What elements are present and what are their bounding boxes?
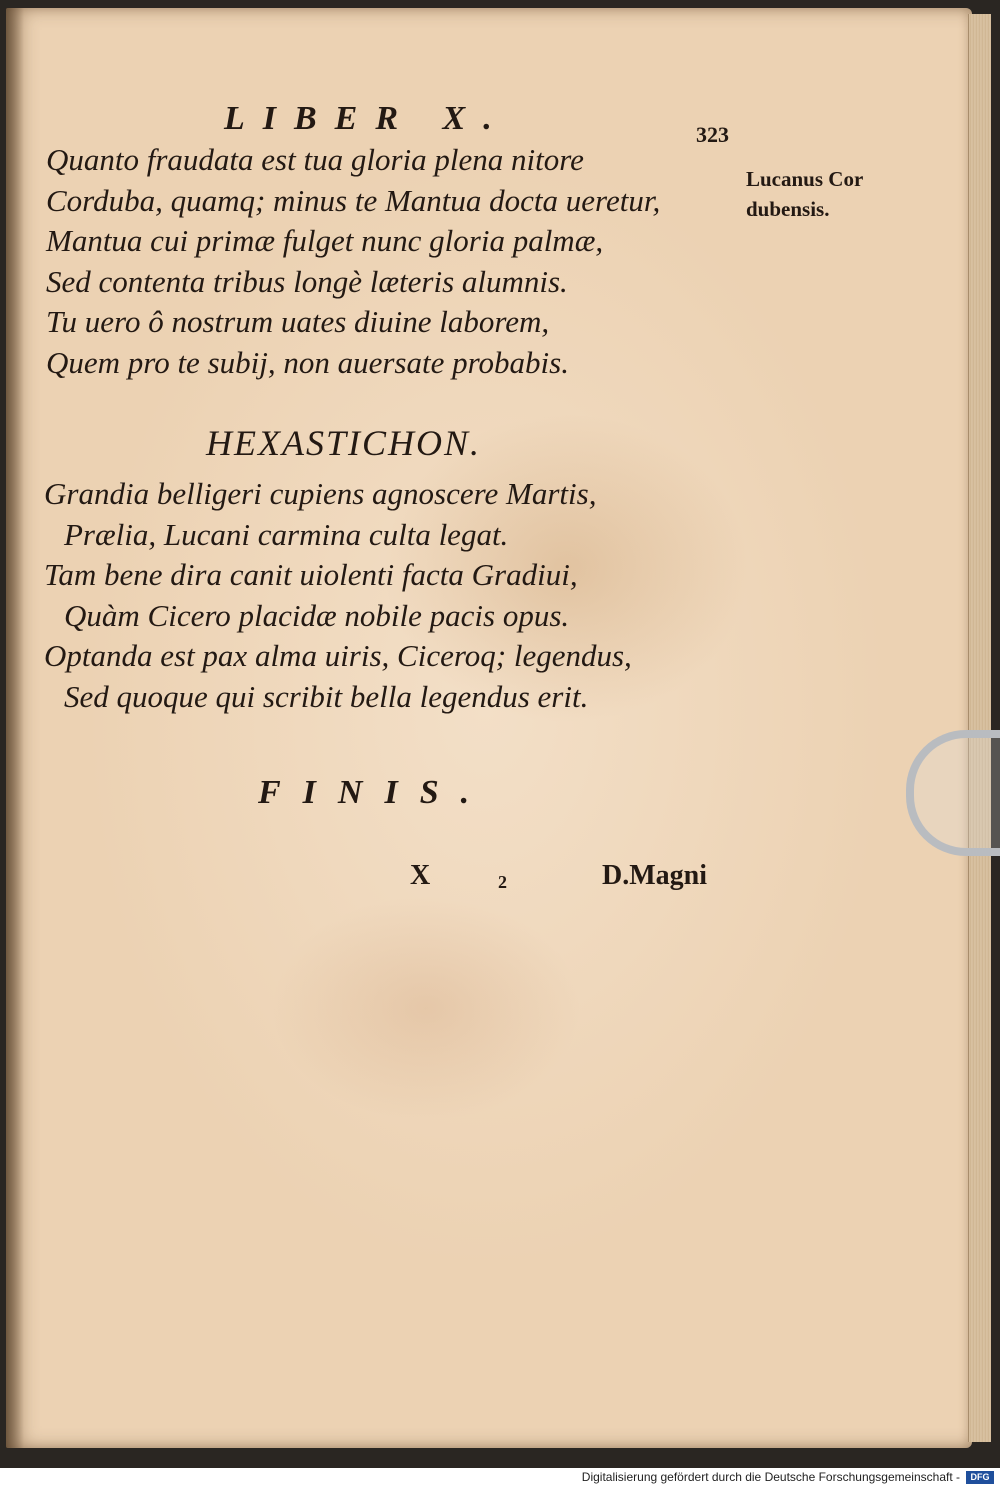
page-fore-edge xyxy=(968,14,991,1442)
verse-block-hexastichon xyxy=(44,474,632,717)
verse-line: Tu uero ô nostrum uates diuine laborem, xyxy=(46,304,550,339)
verse-line: Quanto fraudata est tua gloria plena nitore xyxy=(46,142,584,177)
dfg-logo: DFG xyxy=(966,1471,994,1484)
running-head: LIBER X. xyxy=(224,100,510,137)
marginal-note-line: dubensis. xyxy=(746,197,830,221)
verse-line: Tam bene dira canit uiolenti facta Gradiui, xyxy=(44,557,578,592)
page-gutter-shadow xyxy=(6,8,24,1448)
marginal-note xyxy=(746,164,926,224)
verse-line: Corduba, quamq; minus te Mantua docta ueretur, xyxy=(46,182,661,218)
verse-line: Sed contenta tribus longè læteris alumnis. xyxy=(46,263,568,299)
verse-block-epitaph xyxy=(46,140,660,383)
folio-number: 323 xyxy=(696,122,729,147)
section-heading: HEXASTICHON. xyxy=(206,423,481,463)
signature-number: 2 xyxy=(498,872,507,892)
verse-line: Prælia, Lucani carmina culta legat. xyxy=(64,516,509,552)
signature-mark: X xyxy=(410,860,431,891)
finis-mark: FINIS. xyxy=(258,774,492,811)
verse-line: Sed quoque qui scribit bella legendus erit. xyxy=(64,678,589,714)
verse-line: Quàm Cicero placidæ nobile pacis opus. xyxy=(64,597,570,633)
verse-line: Quem pro te subij, non auersate probabis. xyxy=(46,344,569,380)
footer-bar xyxy=(0,1468,1000,1488)
verse-line: Grandia belligeri cupiens agnoscere Martis, xyxy=(44,476,597,511)
book-page xyxy=(6,8,972,1448)
catchword: D.Magni xyxy=(602,860,707,891)
verse-line: Mantua cui primæ fulget nunc gloria palmæ, xyxy=(46,223,604,258)
marginal-note-line: Lucanus Cor xyxy=(746,167,864,191)
funding-credit: Digitalisierung gefördert durch die Deutsche Forschungsgemeinschaft - xyxy=(581,1470,960,1484)
verse-line: Optanda est pax alma uiris, Ciceroq; legendus, xyxy=(44,638,632,673)
